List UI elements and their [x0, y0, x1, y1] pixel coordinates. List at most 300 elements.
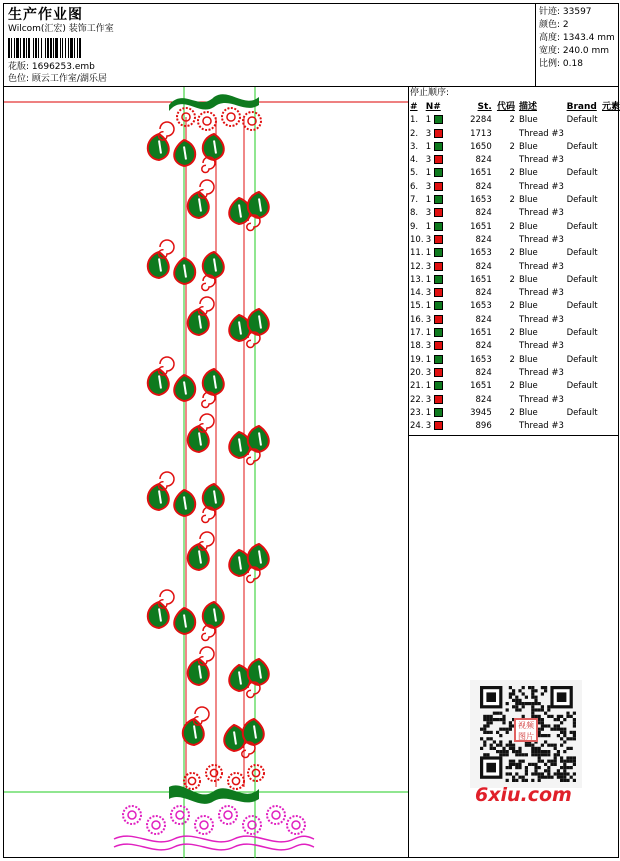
stat-stitches: 针迹: 33597 — [539, 7, 592, 17]
thread-code: 2 — [509, 301, 515, 312]
element-cell — [602, 327, 620, 340]
needle-number: 3 — [425, 394, 432, 405]
thread-code: 2 — [509, 274, 515, 285]
needle-number: 1 — [425, 248, 432, 259]
needle-cell — [426, 181, 458, 194]
table-row — [410, 181, 620, 194]
color-swatch — [434, 115, 443, 124]
row-index: 2. — [410, 128, 419, 139]
element-cell — [602, 420, 620, 433]
thread-description: Thread #3 — [518, 234, 564, 245]
element-cell — [602, 407, 620, 420]
needle-number: 1 — [425, 301, 432, 312]
flower-center — [232, 777, 239, 784]
thread-code: 2 — [509, 195, 515, 206]
element-cell — [602, 367, 620, 380]
row-index: 24. — [410, 421, 424, 432]
needle-cell — [426, 274, 458, 287]
table-row — [410, 141, 620, 154]
thread-code — [492, 207, 515, 220]
flower-center — [188, 777, 195, 784]
color-swatch — [434, 168, 443, 177]
thread-brand: Default — [566, 115, 598, 126]
element-cell — [602, 128, 620, 141]
row-index: 17. — [410, 328, 424, 339]
needle-cell — [426, 300, 458, 313]
table-row — [410, 194, 620, 207]
stop-sequence-title: 停止顺序: — [410, 88, 450, 98]
element-cell — [602, 247, 620, 260]
leaf-motif — [248, 544, 269, 570]
row-index: 11. — [410, 248, 424, 259]
element-cell — [602, 380, 620, 393]
thread-code: 2 — [509, 328, 515, 339]
element-cell — [602, 207, 620, 220]
row-index: 9. — [410, 221, 419, 232]
embroidery-design-view — [4, 87, 408, 858]
preview-flower-center — [200, 821, 208, 829]
element-cell — [602, 287, 620, 300]
stitch-count: 896 — [475, 421, 492, 432]
thread-description: Blue — [518, 141, 538, 152]
stitch-count: 824 — [475, 181, 492, 192]
thread-brand — [567, 420, 602, 433]
leaf-motif — [248, 309, 269, 335]
table-row — [410, 167, 620, 180]
stitch-count: 1651 — [470, 328, 492, 339]
thread-brand: Default — [566, 381, 598, 392]
col-header: Brand — [566, 102, 597, 112]
element-cell — [602, 181, 620, 194]
needle-cell — [426, 247, 458, 260]
stitch-count: 1651 — [470, 381, 492, 392]
needle-number: 3 — [425, 421, 432, 432]
needle-cell — [426, 114, 458, 127]
table-row — [410, 114, 620, 127]
preview-flower — [171, 806, 189, 824]
needle-number: 1 — [425, 354, 432, 365]
stitch-count: 1653 — [470, 248, 492, 259]
thread-description: Blue — [518, 221, 538, 232]
needle-number: 1 — [425, 141, 432, 152]
color-swatch — [434, 355, 443, 364]
needle-cell — [426, 194, 458, 207]
thread-brand — [567, 394, 602, 407]
color-swatch — [434, 275, 443, 284]
col-header: N# — [425, 102, 441, 112]
needle-number: 1 — [425, 195, 432, 206]
stitch-count: 824 — [475, 155, 492, 166]
element-cell — [602, 154, 620, 167]
table-row — [410, 407, 620, 420]
needle-cell — [426, 261, 458, 274]
preview-flower — [123, 806, 141, 824]
stitch-count: 1651 — [470, 221, 492, 232]
leaf-motif — [243, 719, 264, 745]
table-row — [410, 154, 620, 167]
stop-sequence-table — [410, 101, 620, 433]
thread-description: Thread #3 — [518, 128, 564, 139]
thread-brand: Default — [566, 301, 598, 312]
table-row — [410, 247, 620, 260]
thread-code — [492, 314, 515, 327]
preview-flower-center — [224, 811, 232, 819]
company-name: Wilcom(汇宏) 装饰工作室 — [8, 24, 114, 34]
needle-cell — [426, 128, 458, 141]
qr-badge: 视频图片 — [514, 718, 538, 742]
thread-brand — [567, 181, 602, 194]
thread-description: Blue — [518, 274, 538, 285]
thread-code: 2 — [509, 354, 515, 365]
color-swatch — [434, 341, 443, 350]
color-swatch — [434, 208, 443, 217]
panel-divider — [408, 87, 409, 858]
thread-code: 2 — [509, 407, 515, 418]
needle-number: 3 — [425, 155, 432, 166]
color-swatch — [434, 421, 443, 430]
needle-number: 1 — [425, 221, 432, 232]
stitch-count: 824 — [475, 234, 492, 245]
row-index: 21. — [410, 381, 424, 392]
table-row — [410, 234, 620, 247]
col-header: 元素 — [601, 102, 620, 112]
thread-brand — [567, 314, 602, 327]
flower-center — [203, 117, 211, 125]
leaf-motif — [248, 426, 269, 452]
needle-number: 3 — [425, 234, 432, 245]
stitch-count: 1653 — [470, 301, 492, 312]
preview-flower-center — [152, 821, 160, 829]
thread-brand — [567, 128, 602, 141]
thread-code: 2 — [509, 221, 515, 232]
needle-cell — [426, 167, 458, 180]
col-header: 代码 — [496, 102, 515, 112]
flower-motif — [243, 112, 261, 130]
col-header: 描述 — [518, 102, 537, 112]
thread-brand: Default — [566, 328, 598, 339]
table-row — [410, 128, 620, 141]
thread-brand: Default — [566, 274, 598, 285]
thread-brand — [567, 340, 602, 353]
needle-cell — [426, 420, 458, 433]
thread-description: Blue — [518, 301, 538, 312]
thread-description: Thread #3 — [518, 394, 564, 405]
thread-code: 2 — [509, 381, 515, 392]
needle-number: 3 — [425, 341, 432, 352]
needle-number: 3 — [425, 314, 432, 325]
table-row — [410, 221, 620, 234]
bottom-wave-border — [169, 785, 259, 804]
stats-panel — [539, 6, 615, 71]
table-row — [410, 207, 620, 220]
thread-code — [492, 128, 515, 141]
preview-flower-center — [272, 811, 280, 819]
needle-cell — [426, 340, 458, 353]
thread-code — [492, 420, 515, 433]
row-index: 13. — [410, 274, 424, 285]
element-cell — [602, 167, 620, 180]
color-swatch — [434, 195, 443, 204]
thread-description: Thread #3 — [518, 367, 564, 378]
leaf-motif — [248, 192, 269, 218]
stitch-count: 3945 — [470, 407, 492, 418]
thread-code — [492, 367, 515, 380]
element-cell — [602, 141, 620, 154]
color-swatch — [434, 262, 443, 271]
needle-cell — [426, 314, 458, 327]
needle-number: 3 — [425, 181, 432, 192]
row-index: 8. — [410, 208, 419, 219]
thread-brand: Default — [566, 248, 598, 259]
stitch-count: 1650 — [470, 141, 492, 152]
element-cell — [602, 274, 620, 287]
thread-brand — [567, 367, 602, 380]
row-index: 5. — [410, 168, 419, 179]
thread-code — [492, 154, 515, 167]
thread-description: Blue — [518, 195, 538, 206]
needle-cell — [426, 327, 458, 340]
flower-motif — [248, 765, 264, 781]
color-swatch — [434, 381, 443, 390]
needle-number: 1 — [425, 274, 432, 285]
flower-motif — [198, 112, 216, 130]
element-cell — [602, 394, 620, 407]
row-index: 4. — [410, 155, 419, 166]
thread-code: 2 — [509, 168, 515, 179]
element-cell — [602, 340, 620, 353]
thread-brand: Default — [566, 195, 598, 206]
table-row — [410, 354, 620, 367]
stat-colors: 颜色: 2 — [539, 20, 569, 30]
needle-number: 3 — [425, 261, 432, 272]
row-index: 7. — [410, 195, 419, 206]
thread-brand — [567, 261, 602, 274]
table-row — [410, 287, 620, 300]
color-swatch — [434, 395, 443, 404]
needle-cell — [426, 380, 458, 393]
file-name: 花版: 1696253.emb — [8, 62, 95, 72]
thread-description: Thread #3 — [518, 181, 564, 192]
col-header: # — [410, 102, 418, 112]
stitch-count: 1651 — [470, 274, 492, 285]
color-swatch — [434, 328, 443, 337]
row-index: 23. — [410, 407, 424, 418]
element-cell — [602, 194, 620, 207]
stitch-count: 1653 — [470, 354, 492, 365]
thread-code — [492, 261, 515, 274]
flower-center — [227, 113, 235, 121]
table-row — [410, 340, 620, 353]
thread-description: Thread #3 — [518, 261, 564, 272]
leaf-motif — [203, 252, 224, 278]
thread-code — [492, 340, 515, 353]
thread-description: Blue — [518, 407, 538, 418]
leaf-motif — [203, 602, 224, 628]
row-index: 18. — [410, 341, 424, 352]
thread-brand — [567, 154, 602, 167]
preview-flower — [243, 816, 261, 834]
flower-motif — [222, 108, 240, 126]
stitch-count: 1653 — [470, 195, 492, 206]
qr-code-area — [470, 680, 582, 788]
thread-brand — [567, 234, 602, 247]
needle-cell — [426, 141, 458, 154]
stitch-count: 824 — [475, 394, 492, 405]
preview-flower — [267, 806, 285, 824]
stitch-count: 824 — [475, 261, 492, 272]
table-row — [410, 380, 620, 393]
thread-brand: Default — [566, 168, 598, 179]
preview-flower-center — [176, 811, 184, 819]
stitch-count: 824 — [475, 367, 492, 378]
thread-code — [492, 181, 515, 194]
stitch-count: 824 — [475, 341, 492, 352]
thread-brand: Default — [566, 141, 598, 152]
flower-motif — [228, 773, 244, 789]
preview-flower — [147, 816, 165, 834]
table-row — [410, 300, 620, 313]
thread-description: Blue — [518, 168, 538, 179]
leaf-motif — [203, 484, 224, 510]
color-swatch — [434, 222, 443, 231]
thread-brand — [567, 207, 602, 220]
element-cell — [602, 221, 620, 234]
element-cell — [602, 234, 620, 247]
table-row — [410, 420, 620, 433]
color-swatch — [434, 182, 443, 191]
color-swatch — [434, 288, 443, 297]
table-row — [410, 261, 620, 274]
preview-flower — [195, 816, 213, 834]
color-swatch — [434, 235, 443, 244]
row-index: 3. — [410, 141, 419, 152]
page-title: 生产作业图 — [8, 7, 83, 23]
thread-brand: Default — [566, 354, 598, 365]
thread-brand: Default — [566, 407, 598, 418]
row-index: 12. — [410, 261, 424, 272]
preview-flower — [287, 816, 305, 834]
preview-flower-center — [128, 811, 136, 819]
needle-number: 1 — [425, 328, 432, 339]
color-swatch — [434, 315, 443, 324]
table-row — [410, 327, 620, 340]
needle-number: 1 — [425, 407, 432, 418]
stat-height: 高度: 1343.4 mm — [539, 33, 615, 43]
stat-scale: 比例: 0.18 — [539, 59, 583, 69]
thread-description: Thread #3 — [518, 421, 564, 432]
needle-number: 3 — [425, 288, 432, 299]
needle-number: 3 — [425, 128, 432, 139]
site-logo: 6xiu.com — [475, 784, 572, 806]
barcode — [8, 38, 116, 58]
needle-number: 1 — [425, 115, 432, 126]
needle-cell — [426, 221, 458, 234]
thread-description: Thread #3 — [518, 155, 564, 166]
row-index: 15. — [410, 301, 424, 312]
needle-cell — [426, 407, 458, 420]
flower-center — [210, 769, 217, 776]
stitch-count: 2284 — [470, 115, 492, 126]
thread-description: Blue — [518, 354, 538, 365]
color-swatch — [434, 142, 443, 151]
color-swatch — [434, 129, 443, 138]
flower-center — [252, 769, 259, 776]
colorway-label: 色位: 顾云工作室/湖乐居 — [8, 74, 107, 84]
thread-code — [492, 234, 515, 247]
thread-code: 2 — [509, 141, 515, 152]
thread-description: Blue — [518, 381, 538, 392]
needle-cell — [426, 354, 458, 367]
thread-description: Thread #3 — [518, 208, 564, 219]
color-swatch — [434, 368, 443, 377]
color-swatch — [434, 301, 443, 310]
stitch-count: 824 — [475, 208, 492, 219]
thread-description: Thread #3 — [518, 314, 564, 325]
element-cell — [602, 354, 620, 367]
thread-code — [492, 287, 515, 300]
needle-cell — [426, 234, 458, 247]
color-swatch — [434, 155, 443, 164]
element-cell — [602, 314, 620, 327]
stitch-count: 1651 — [470, 168, 492, 179]
thread-brand: Default — [566, 221, 598, 232]
needle-cell — [426, 207, 458, 220]
table-row — [410, 367, 620, 380]
col-header: St. — [477, 102, 492, 112]
table-bottom-divider — [408, 435, 619, 436]
element-cell — [602, 300, 620, 313]
thread-description: Blue — [518, 248, 538, 259]
row-index: 16. — [410, 314, 424, 325]
needle-cell — [426, 287, 458, 300]
row-index: 22. — [410, 394, 424, 405]
color-swatch — [434, 248, 443, 257]
needle-number: 3 — [425, 367, 432, 378]
row-index: 14. — [410, 288, 424, 299]
thread-description: Thread #3 — [518, 288, 564, 299]
row-index: 1. — [410, 115, 419, 126]
element-cell — [602, 261, 620, 274]
needle-number: 3 — [425, 208, 432, 219]
preview-wave — [114, 836, 314, 842]
leaf-motif — [203, 134, 224, 160]
needle-number: 1 — [425, 381, 432, 392]
preview-flower-center — [292, 821, 300, 829]
thread-code — [492, 394, 515, 407]
stitch-count: 824 — [475, 314, 492, 325]
needle-number: 1 — [425, 168, 432, 179]
thread-code: 2 — [509, 248, 515, 259]
thread-description: Thread #3 — [518, 341, 564, 352]
thread-brand — [567, 287, 602, 300]
row-index: 6. — [410, 181, 419, 192]
needle-cell — [426, 154, 458, 167]
thread-description: Blue — [518, 328, 538, 339]
table-header-row — [410, 101, 620, 114]
stats-divider — [535, 3, 536, 87]
row-index: 20. — [410, 367, 424, 378]
preview-wave — [114, 844, 314, 850]
needle-cell — [426, 394, 458, 407]
thread-code: 2 — [509, 115, 515, 126]
needle-cell — [426, 367, 458, 380]
table-row — [410, 274, 620, 287]
stitch-count: 1713 — [470, 128, 492, 139]
table-row — [410, 394, 620, 407]
table-row — [410, 314, 620, 327]
thread-description: Blue — [518, 115, 538, 126]
row-index: 10. — [410, 234, 424, 245]
